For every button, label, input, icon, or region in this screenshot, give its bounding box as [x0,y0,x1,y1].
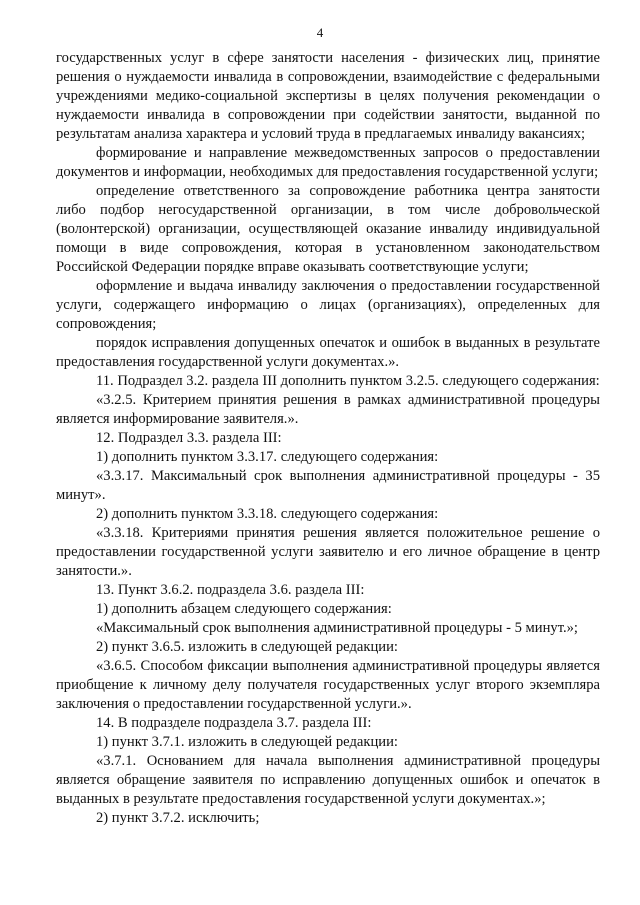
paragraph: «Максимальный срок выполнения административной процедуры - 5 минут.»; [96,620,578,636]
paragraph: 1) дополнить абзацем следующего содержания: [96,601,392,617]
paragraph: «3.3.18. Критериями принятия решения является положительное решение о предоставлении государственной услуги заявителю и его личное обращение в центр занятости.». [56,525,600,579]
paragraph: 2) пункт 3.6.5. изложить в следующей редакции: [96,639,398,655]
paragraph: порядок исправления допущенных опечаток и ошибок в выданных в результате предоставления государственной услуги документах.». [56,335,600,370]
paragraph: «3.7.1. Основанием для начала выполнения административной процедуры является обращение заявителя по исправлению допущенных ошибок и опечаток в выданных в результате предоставления государственной услуги документах.»; [56,753,600,807]
paragraph: 13. Пункт 3.6.2. подраздела 3.6. раздела III: [96,582,365,598]
paragraph: «3.6.5. Способом фиксации выполнения административной процедуры является приобщение к личному делу получателя государственных услуг второго экземпляра заключения о предоставлении государственной услуги.». [56,658,600,712]
paragraph: 11. Подраздел 3.2. раздела III дополнить пунктом 3.2.5. следующего содержания: [96,373,600,389]
paragraph: оформление и выдача инвалиду заключения о предоставлении государственной услуги, содержащего информацию о лицах (организациях), определенных для сопровождения; [56,278,600,332]
paragraph: государственных услуг в сфере занятости населения - физических лиц, принятие решения о нуждаемости инвалида в сопровождении, взаимодействие с федеральными учреждениями медико-социальной экспертизы в целях получения рекомендации о нуждаемости инвалида в сопровождении при содействии занятости, выданной по результатам анализа характера и условий труда в предлагаемых инвалиду вакансиях; [56,50,600,142]
document-body [56,49,600,828]
paragraph: 12. Подраздел 3.3. раздела III: [96,430,282,446]
page-number: 4 [316,25,324,40]
paragraph: формирование и направление межведомственных запросов о предоставлении документов и информации, необходимых для предоставления государственной услуги; [56,145,600,180]
paragraph: 2) пункт 3.7.2. исключить; [96,810,260,826]
paragraph: 1) дополнить пунктом 3.3.17. следующего содержания: [96,449,439,465]
paragraph: 1) пункт 3.7.1. изложить в следующей редакции: [96,734,398,750]
paragraph: определение ответственного за сопровождение работника центра занятости либо подбор негосударственной организации, в том числе добровольческой (волонтерской) организации, осуществляющей оказание инвалиду индивидуальной помощи в виде сопровождения, которая в установленном законодательством Российской Федерации порядке вправе оказывать соответствующие услуги; [56,183,600,275]
paragraph: 2) дополнить пунктом 3.3.18. следующего содержания: [96,506,439,522]
paragraph: 14. В подразделе подраздела 3.7. раздела III: [96,715,372,731]
paragraph: «3.3.17. Максимальный срок выполнения административной процедуры - 35 минут». [56,468,600,503]
paragraph: «3.2.5. Критерием принятия решения в рамках административной процедуры является информирование заявителя.». [56,392,600,427]
